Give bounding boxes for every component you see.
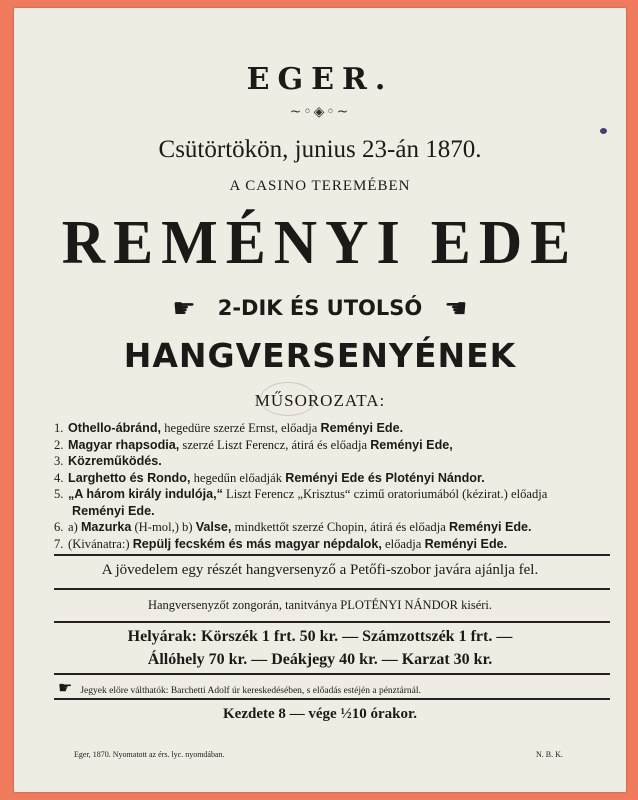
prices-line-1: Helyárak: Körszék 1 frt. 50 kr. — Számzottszék 1 frt. — <box>127 628 513 645</box>
printer-imprint: Eger, 1870. Nyomatott az érs. lyc. nyomdában. <box>74 750 225 759</box>
divider <box>54 588 610 590</box>
divider <box>54 554 610 556</box>
tickets-note <box>58 678 596 698</box>
petofi-note: A jövedelem egy részét hangversenyző a Petőfi-szobor javára ajánlja fel. <box>101 562 539 578</box>
concert-ordinal <box>14 294 626 324</box>
ink-spot <box>600 128 607 134</box>
program-item: 5. „A három király indulója,“ Liszt Ferencz „Krisztus“ czimű oratoriumából (kézirat.) előadja <box>54 487 548 501</box>
times: Kezdete 8 — vége ½10 órakor. <box>223 706 417 722</box>
concert-heading: HANGVERSENYÉNEK <box>123 336 517 375</box>
divider <box>54 698 610 700</box>
program-item: 2. Magyar rhapsodia, szerzé Liszt Ferencz, átirá és előadja Reményi Ede, <box>54 437 453 452</box>
pointing-left-hand-icon: ☚ <box>444 294 468 324</box>
program-item-continued: Reményi Ede. <box>72 503 155 518</box>
printer-initials: N. B. K. <box>536 750 563 759</box>
divider <box>54 673 610 675</box>
program-item: 3. Közreműködés. <box>54 454 162 468</box>
program-list <box>54 420 614 552</box>
venue: A CASINO TEREMÉBEN <box>229 178 411 194</box>
accompanist-note: Hangversenyzőt zongorán, tanitványa PLOTÉNYI NÁNDOR kiséri. <box>147 598 492 612</box>
poster <box>14 8 626 792</box>
tickets-text: Jegyek előre válthatók: Barchetti Adolf úr kereskedésében, s előadás estéjén a pénztárnál. <box>80 686 421 696</box>
concert-ordinal-text: 2-DIK ÉS UTOLSÓ <box>217 296 423 320</box>
program-item: 1. Othello-ábránd, hegedüre szerzé Ernst, előadja Reményi Ede. <box>54 421 404 435</box>
pointing-hand-icon: ☛ <box>58 680 73 697</box>
performer-name: REMÉNYI EDE <box>61 207 579 277</box>
program-item: 6. a) Mazurka (H-mol,) b) Valse, mindkettőt szerzé Chopin, átirá és előadja Reményi Ede. <box>54 520 532 534</box>
ornament: ~◦◈◦~ <box>289 104 351 120</box>
program-item: 7. (Kivánatra:) Repülj fecském és más magyar népdalok, előadja Reményi Ede. <box>54 536 508 551</box>
divider <box>54 621 610 623</box>
program-item: 4. Larghetto és Rondo, hegedűn előadják Reményi Ede és Plotényi Nándor. <box>54 470 485 485</box>
concert-date: Csütörtökön, junius 23-án 1870. <box>158 136 482 163</box>
city-title: EGER. <box>246 62 394 97</box>
program-title: MŰSOROZATA: <box>254 391 386 410</box>
prices-line-2: Állóhely 70 kr. — Deákjegy 40 kr. — Karzat 30 kr. <box>147 651 493 668</box>
pointing-right-hand-icon: ☛ <box>172 294 196 324</box>
